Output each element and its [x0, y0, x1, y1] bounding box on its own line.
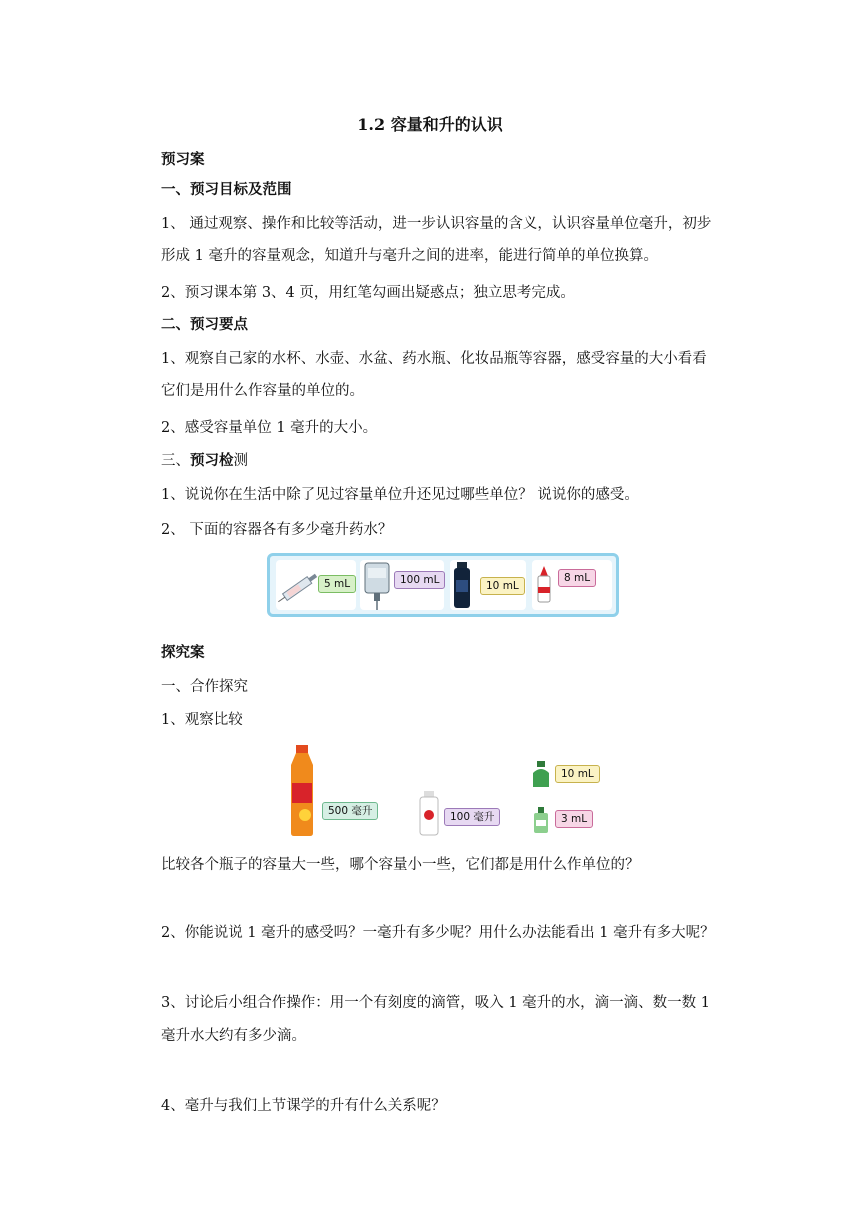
- small-green-bottle-volume-label: 3 mL: [555, 810, 593, 828]
- eye-drop-bottle-icon: [532, 560, 556, 610]
- preview-heading: 预习案: [161, 151, 205, 168]
- explore-item4: 4、毫升与我们上节课学的升有什么关系呢？: [161, 1098, 446, 1114]
- explore-heading: 探究案: [161, 644, 205, 661]
- syringe-panel: [276, 560, 356, 610]
- section2-item1-line1: 1、观察自己家的水杯、水壶、水盆、药水瓶、化妆品瓶等容器，感受容量的大小看看: [161, 351, 707, 367]
- iv-bag-volume-label: 100 mL: [394, 571, 445, 589]
- eye-drop-panel: [532, 560, 612, 610]
- explore-question1: 比较各个瓶子的容量大一些，哪个容量小一些，它们都是用什么作单位的？: [161, 857, 640, 873]
- green-bottle-volume-label: 10 mL: [555, 765, 600, 783]
- eye-drop-volume-label: 8 mL: [558, 569, 596, 587]
- syringe-icon: [276, 560, 320, 610]
- explore-item2: 2、你能说说 1 毫升的感受吗？一毫升有多少呢？用什么办法能看出 1 毫升有多大呢？: [161, 925, 715, 941]
- juice-bottle-volume-label: 500 毫升: [322, 802, 378, 820]
- section3-heading: [161, 451, 248, 471]
- explore-section1-heading: 一、合作探究: [161, 679, 248, 695]
- juice-bottle-icon: [285, 745, 319, 837]
- bottle-comparison-figure: [280, 745, 610, 840]
- small-green-bottle-icon: [532, 807, 550, 835]
- section1-item1-line2: 形成 1 毫升的容量观念，知道升与毫升之间的进率，能进行简单的单位换算。: [161, 248, 658, 264]
- explore-item3-line1: 3、讨论后小组合作操作：用一个有刻度的滴管，吸入 1 毫升的水，滴一滴、数一数 1: [161, 995, 711, 1011]
- page-title: 1.2 容量和升的认识: [357, 115, 503, 134]
- section3-heading-number: 三、: [161, 453, 190, 469]
- syringe-volume-label: 5 mL: [318, 575, 356, 593]
- section3-heading-tail: 测: [233, 453, 248, 469]
- dark-bottle-volume-label: 10 mL: [480, 577, 525, 595]
- section1-heading: 一、预习目标及范围: [161, 181, 292, 198]
- dark-bottle-icon: [450, 560, 474, 610]
- section3-heading-bold: 预习检: [190, 452, 234, 469]
- section3-item2: 2、 下面的容器各有多少毫升药水？: [161, 522, 393, 538]
- milk-bottle-volume-label: 100 毫升: [444, 808, 500, 826]
- section1-item1-line1: 1、 通过观察、操作和比较等活动，进一步认识容量的含义，认识容量单位毫升，初步: [161, 216, 712, 232]
- section2-item2: 2、感受容量单位 1 毫升的大小。: [161, 420, 378, 436]
- section3-item1: 1、说说你在生活中除了见过容量单位升还见过哪些单位？ 说说你的感受。: [161, 487, 639, 503]
- section1-item2: 2、预习课本第 3、4 页，用红笔勾画出疑惑点；独立思考完成。: [161, 285, 575, 301]
- iv-bag-panel: [360, 560, 444, 610]
- dark-bottle-panel: [450, 560, 526, 610]
- iv-bag-icon: [360, 560, 394, 610]
- explore-item1: 1、观察比较: [161, 712, 243, 728]
- green-bottle-icon: [530, 761, 552, 789]
- section2-item1-line2: 它们是用什么作容量的单位的。: [161, 383, 364, 399]
- milk-bottle-icon: [418, 791, 440, 837]
- explore-item3-line2: 毫升水大约有多少滴。: [161, 1028, 306, 1044]
- medicine-containers-figure: [267, 553, 619, 617]
- section2-heading: 二、预习要点: [161, 316, 248, 333]
